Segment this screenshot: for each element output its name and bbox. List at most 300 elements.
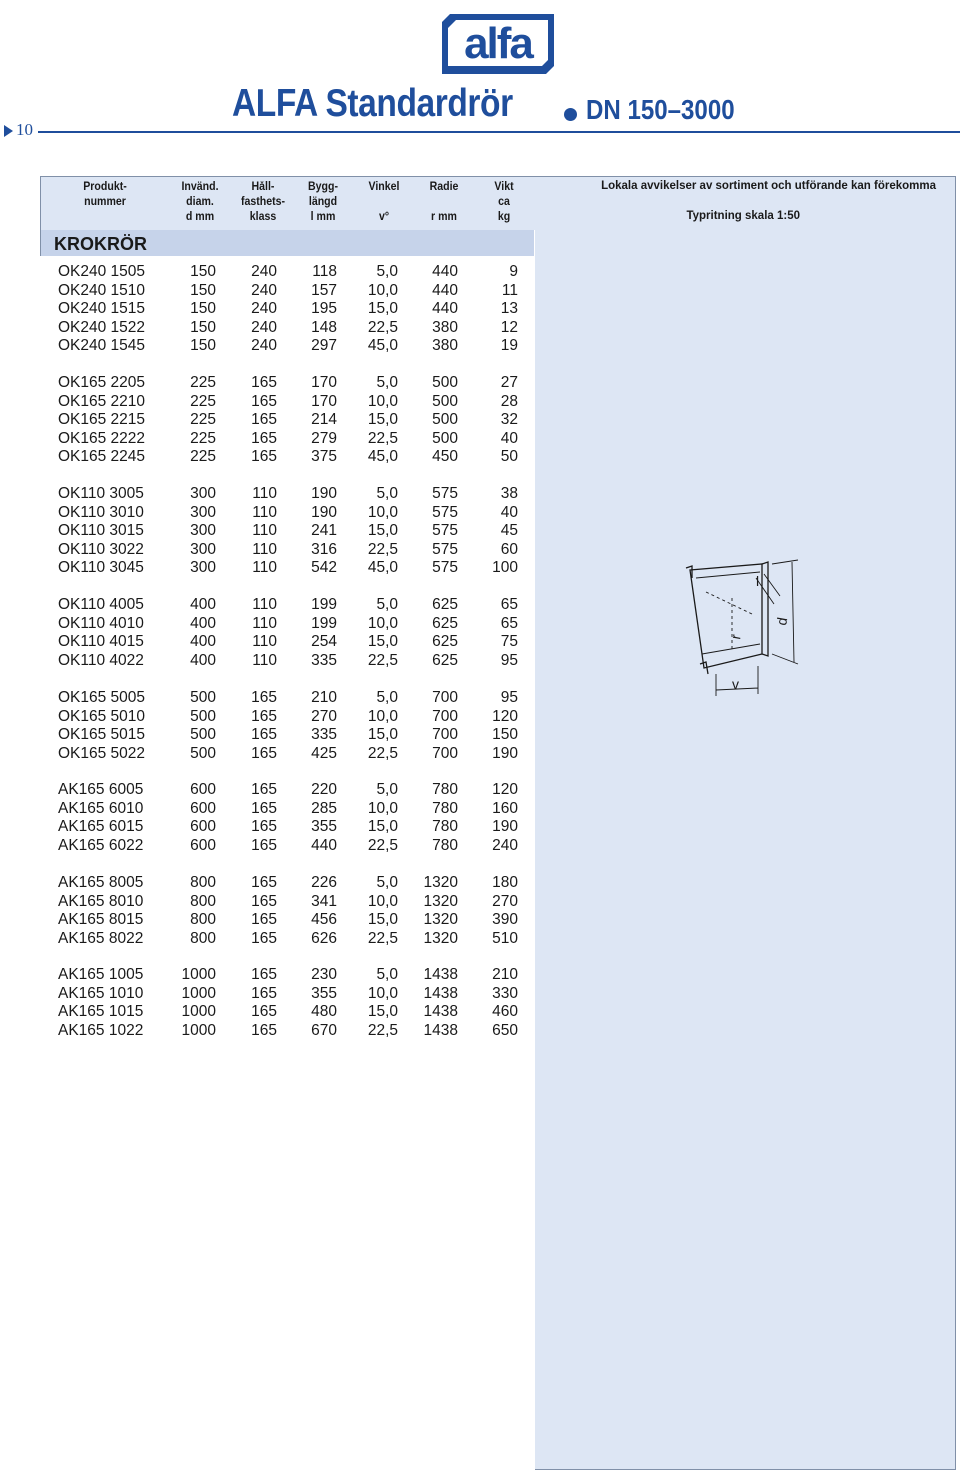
cell-length: 148 xyxy=(311,318,337,336)
cell-strength-class: 110 xyxy=(252,522,277,539)
cell-strength-class: 240 xyxy=(251,337,277,354)
table-row xyxy=(0,781,534,800)
table-row xyxy=(0,1003,534,1022)
cell-angle: 15,0 xyxy=(367,522,398,539)
cell-angle: 22,5 xyxy=(367,1021,398,1039)
cell-radius: 625 xyxy=(432,633,458,650)
cell-angle: 22,5 xyxy=(367,929,398,947)
table-row xyxy=(0,504,534,523)
cell-strength-class: 165 xyxy=(251,892,277,910)
cell-diameter: 400 xyxy=(190,651,216,669)
cell-weight: 190 xyxy=(492,818,518,835)
cell-weight: 65 xyxy=(500,596,518,613)
cell-product-number: OK240 1545 xyxy=(58,337,146,354)
table-row xyxy=(0,726,534,745)
cell-weight: 65 xyxy=(500,614,518,632)
cell-product-number: AK165 8010 xyxy=(58,892,144,910)
cell-strength-class: 165 xyxy=(251,966,277,983)
cell-radius: 575 xyxy=(432,522,458,539)
table-row xyxy=(0,337,534,356)
col-header-angle: Vinkel v° xyxy=(368,181,400,223)
cell-diameter: 150 xyxy=(190,263,216,280)
cell-weight: 40 xyxy=(500,503,518,521)
cell-diameter: 600 xyxy=(190,836,216,854)
cell-length: 279 xyxy=(311,429,337,447)
cell-weight: 190 xyxy=(492,744,518,762)
table-row xyxy=(0,541,534,560)
cell-angle: 5,0 xyxy=(376,374,398,391)
table-row xyxy=(0,559,534,578)
cell-weight: 210 xyxy=(492,966,518,983)
table-row xyxy=(0,800,534,819)
cell-angle: 22,5 xyxy=(367,744,398,762)
cell-diameter: 800 xyxy=(190,892,216,910)
col-header-diameter: Invänd. diam. d mm xyxy=(181,181,219,223)
cell-product-number: AK165 6022 xyxy=(58,836,144,854)
cell-angle: 10,0 xyxy=(367,281,398,299)
cell-product-number: AK165 8015 xyxy=(58,911,144,928)
cell-angle: 15,0 xyxy=(367,633,398,650)
cell-strength-class: 165 xyxy=(251,411,277,428)
cell-length: 195 xyxy=(311,300,337,317)
cell-radius: 440 xyxy=(432,263,458,280)
cell-length: 199 xyxy=(311,614,337,632)
table-row xyxy=(0,633,534,652)
cell-radius: 700 xyxy=(432,726,458,743)
cell-diameter: 800 xyxy=(190,911,216,928)
cell-diameter: 400 xyxy=(190,596,216,613)
cell-radius: 1438 xyxy=(423,1003,458,1020)
cell-angle: 45,0 xyxy=(367,337,398,354)
cell-weight: 12 xyxy=(500,318,518,336)
cell-weight: 28 xyxy=(500,392,518,410)
cell-product-number: AK165 6010 xyxy=(58,799,144,817)
cell-radius: 575 xyxy=(432,485,458,502)
col-header-class: Håll- fasthets- klass xyxy=(240,181,286,223)
cell-weight: 650 xyxy=(492,1021,518,1039)
cell-angle: 15,0 xyxy=(367,911,398,928)
cell-radius: 780 xyxy=(432,836,458,854)
cell-length: 170 xyxy=(311,392,337,410)
cell-diameter: 300 xyxy=(190,540,216,558)
cell-angle: 10,0 xyxy=(367,392,398,410)
cell-angle: 5,0 xyxy=(376,874,398,891)
cell-length: 270 xyxy=(311,707,337,725)
cell-diameter: 300 xyxy=(190,485,216,502)
cell-angle: 22,5 xyxy=(367,836,398,854)
cell-radius: 450 xyxy=(432,448,458,465)
cell-weight: 390 xyxy=(492,911,518,928)
table-row xyxy=(0,911,534,930)
table-row xyxy=(0,448,534,467)
table-row xyxy=(0,930,534,949)
cell-radius: 700 xyxy=(432,744,458,762)
alfa-logo xyxy=(436,8,560,76)
cell-product-number: OK240 1515 xyxy=(58,300,146,317)
table-row xyxy=(0,689,534,708)
cell-radius: 440 xyxy=(432,300,458,317)
cell-length: 241 xyxy=(311,522,337,539)
cell-length: 220 xyxy=(311,781,337,798)
cell-diameter: 1000 xyxy=(181,966,216,983)
cell-diameter: 1000 xyxy=(181,984,216,1002)
column-separator xyxy=(534,230,535,1470)
cell-diameter: 500 xyxy=(190,707,216,725)
cell-length: 214 xyxy=(311,411,337,428)
cell-angle: 10,0 xyxy=(367,503,398,521)
cell-product-number: OK110 3045 xyxy=(58,559,144,576)
cell-weight: 50 xyxy=(500,448,518,465)
cell-product-number: OK165 2205 xyxy=(58,374,146,391)
cell-product-number: OK110 4005 xyxy=(58,596,144,613)
header-rule xyxy=(38,131,960,133)
cell-radius: 1438 xyxy=(423,1021,458,1039)
cell-strength-class: 165 xyxy=(251,781,277,798)
cell-length: 440 xyxy=(311,836,337,854)
cell-product-number: AK165 8022 xyxy=(58,929,144,947)
table-row xyxy=(0,745,534,764)
cell-weight: 240 xyxy=(492,836,518,854)
table-row xyxy=(0,652,534,671)
cell-diameter: 1000 xyxy=(181,1021,216,1039)
cell-strength-class: 110 xyxy=(252,559,277,576)
cell-angle: 10,0 xyxy=(367,799,398,817)
label-r: r xyxy=(727,633,744,641)
cell-diameter: 400 xyxy=(190,633,216,650)
cell-product-number: AK165 6015 xyxy=(58,818,144,835)
cell-weight: 40 xyxy=(500,429,518,447)
svg-text:alfa: alfa xyxy=(464,19,532,68)
cell-angle: 10,0 xyxy=(367,984,398,1002)
cell-product-number: OK165 5005 xyxy=(58,689,146,706)
cell-angle: 5,0 xyxy=(376,689,398,706)
cell-strength-class: 165 xyxy=(251,929,277,947)
cell-diameter: 225 xyxy=(190,374,216,391)
cell-angle: 5,0 xyxy=(376,781,398,798)
cell-diameter: 800 xyxy=(190,874,216,891)
cell-product-number: AK165 8005 xyxy=(58,874,144,891)
cell-product-number: OK110 4022 xyxy=(58,651,144,669)
table-row xyxy=(0,1022,534,1041)
cell-angle: 5,0 xyxy=(376,263,398,280)
cell-strength-class: 110 xyxy=(252,596,277,613)
cell-strength-class: 110 xyxy=(252,503,277,521)
cell-radius: 575 xyxy=(432,559,458,576)
cell-length: 190 xyxy=(311,485,337,502)
cell-product-number: OK165 2245 xyxy=(58,448,146,465)
cell-radius: 575 xyxy=(432,503,458,521)
cell-length: 542 xyxy=(311,559,337,576)
cell-angle: 15,0 xyxy=(367,1003,398,1020)
table-row xyxy=(0,837,534,856)
cell-length: 355 xyxy=(311,984,337,1002)
table-row xyxy=(0,874,534,893)
cell-radius: 1438 xyxy=(423,966,458,983)
deviation-note: Lokala avvikelser av sortiment och utförande kan förekomma xyxy=(601,180,936,192)
cell-angle: 5,0 xyxy=(376,966,398,983)
cell-product-number: AK165 1010 xyxy=(58,984,144,1002)
cell-weight: 13 xyxy=(500,300,518,317)
cell-product-number: OK165 5022 xyxy=(58,744,146,762)
cell-radius: 500 xyxy=(432,392,458,410)
cell-radius: 1320 xyxy=(423,911,458,928)
cell-strength-class: 165 xyxy=(251,911,277,928)
page-title: ALFA Standardrör xyxy=(232,82,513,125)
table-row xyxy=(0,596,534,615)
bend-drawing xyxy=(676,556,816,704)
cell-product-number: OK165 2215 xyxy=(58,411,146,428)
cell-weight: 60 xyxy=(500,540,518,558)
cell-weight: 45 xyxy=(500,522,518,539)
cell-length: 210 xyxy=(311,689,337,706)
cell-length: 670 xyxy=(311,1021,337,1039)
cell-diameter: 600 xyxy=(190,799,216,817)
cell-strength-class: 165 xyxy=(251,392,277,410)
cell-radius: 625 xyxy=(432,596,458,613)
table-row xyxy=(0,411,534,430)
cell-radius: 575 xyxy=(432,540,458,558)
cell-weight: 460 xyxy=(492,1003,518,1020)
label-l: l xyxy=(756,573,760,589)
table-row xyxy=(0,615,534,634)
col-header-length: Bygg- längd l mm xyxy=(308,181,338,223)
cell-weight: 150 xyxy=(492,726,518,743)
cell-angle: 5,0 xyxy=(376,596,398,613)
cell-product-number: AK165 6005 xyxy=(58,781,144,798)
table-row xyxy=(0,818,534,837)
table-row xyxy=(0,282,534,301)
cell-weight: 95 xyxy=(500,689,518,706)
cell-length: 355 xyxy=(311,818,337,835)
col-header-weight: Vikt ca kg xyxy=(494,181,514,223)
cell-weight: 120 xyxy=(492,781,518,798)
cell-strength-class: 110 xyxy=(252,633,277,650)
cell-strength-class: 240 xyxy=(251,281,277,299)
cell-angle: 10,0 xyxy=(367,707,398,725)
cell-weight: 75 xyxy=(500,633,518,650)
cell-length: 190 xyxy=(311,503,337,521)
table-row xyxy=(0,300,534,319)
cell-weight: 100 xyxy=(492,559,518,576)
cell-angle: 22,5 xyxy=(367,429,398,447)
section-title: KROKRÖR xyxy=(54,234,147,254)
cell-product-number: AK165 1022 xyxy=(58,1021,144,1039)
cell-strength-class: 165 xyxy=(251,448,277,465)
cell-angle: 15,0 xyxy=(367,411,398,428)
cell-strength-class: 110 xyxy=(252,651,277,669)
cell-strength-class: 165 xyxy=(251,874,277,891)
cell-diameter: 225 xyxy=(190,429,216,447)
cell-diameter: 225 xyxy=(190,392,216,410)
cell-radius: 780 xyxy=(432,799,458,817)
cell-diameter: 400 xyxy=(190,614,216,632)
cell-length: 230 xyxy=(311,966,337,983)
table-row xyxy=(0,430,534,449)
cell-length: 316 xyxy=(311,540,337,558)
cell-diameter: 225 xyxy=(190,448,216,465)
cell-product-number: OK110 3005 xyxy=(58,485,144,502)
cell-angle: 10,0 xyxy=(367,892,398,910)
cell-angle: 15,0 xyxy=(367,818,398,835)
cell-weight: 180 xyxy=(492,874,518,891)
page-title-group xyxy=(232,82,735,130)
cell-angle: 15,0 xyxy=(367,726,398,743)
cell-length: 425 xyxy=(311,744,337,762)
cell-diameter: 600 xyxy=(190,818,216,835)
cell-diameter: 150 xyxy=(190,318,216,336)
cell-product-number: OK165 5010 xyxy=(58,707,146,725)
cell-radius: 625 xyxy=(432,651,458,669)
cell-diameter: 150 xyxy=(190,281,216,299)
cell-length: 341 xyxy=(311,892,337,910)
cell-angle: 10,0 xyxy=(367,614,398,632)
cell-diameter: 500 xyxy=(190,689,216,706)
cell-weight: 160 xyxy=(492,799,518,817)
cell-strength-class: 165 xyxy=(251,726,277,743)
cell-radius: 500 xyxy=(432,411,458,428)
cell-diameter: 500 xyxy=(190,744,216,762)
cell-radius: 625 xyxy=(432,614,458,632)
cell-length: 297 xyxy=(311,337,337,354)
cell-weight: 270 xyxy=(492,892,518,910)
cell-angle: 22,5 xyxy=(367,651,398,669)
cell-length: 157 xyxy=(311,281,337,299)
cell-radius: 700 xyxy=(432,689,458,706)
cell-diameter: 500 xyxy=(190,726,216,743)
table-row xyxy=(0,522,534,541)
cell-weight: 27 xyxy=(500,374,518,391)
cell-length: 118 xyxy=(312,263,337,280)
cell-length: 335 xyxy=(311,651,337,669)
cell-angle: 15,0 xyxy=(367,300,398,317)
cell-product-number: AK165 1005 xyxy=(58,966,144,983)
cell-product-number: OK240 1522 xyxy=(58,318,146,336)
cell-radius: 1438 xyxy=(423,984,458,1002)
cell-strength-class: 110 xyxy=(252,614,277,632)
cell-strength-class: 165 xyxy=(251,374,277,391)
cell-strength-class: 240 xyxy=(251,300,277,317)
cell-angle: 22,5 xyxy=(367,540,398,558)
table-row xyxy=(0,485,534,504)
cell-radius: 500 xyxy=(432,429,458,447)
cell-strength-class: 165 xyxy=(251,429,277,447)
cell-product-number: OK110 4010 xyxy=(58,614,144,632)
table-row xyxy=(0,319,534,338)
cell-angle: 5,0 xyxy=(376,485,398,502)
cell-length: 170 xyxy=(311,374,337,391)
cell-weight: 510 xyxy=(492,929,518,947)
cell-strength-class: 165 xyxy=(251,1003,277,1020)
cell-diameter: 300 xyxy=(190,522,216,539)
cell-length: 626 xyxy=(311,929,337,947)
cell-strength-class: 165 xyxy=(251,689,277,706)
cell-radius: 780 xyxy=(432,818,458,835)
cell-angle: 45,0 xyxy=(367,448,398,465)
cell-length: 285 xyxy=(311,799,337,817)
table-row xyxy=(0,374,534,393)
table-row xyxy=(0,966,534,985)
page-number: 10 xyxy=(16,120,33,139)
cell-radius: 700 xyxy=(432,707,458,725)
cell-diameter: 300 xyxy=(190,559,216,576)
cell-strength-class: 110 xyxy=(252,540,277,558)
cell-product-number: OK165 2210 xyxy=(58,392,146,410)
cell-strength-class: 165 xyxy=(251,818,277,835)
cell-diameter: 1000 xyxy=(181,1003,216,1020)
cell-length: 199 xyxy=(311,596,337,613)
table-row xyxy=(0,393,534,412)
cell-length: 254 xyxy=(311,633,337,650)
col-header-product: Produkt- nummer xyxy=(83,181,127,208)
cell-radius: 500 xyxy=(432,374,458,391)
cell-radius: 380 xyxy=(432,337,458,354)
cell-diameter: 150 xyxy=(190,300,216,317)
cell-product-number: AK165 1015 xyxy=(58,1003,144,1020)
cell-strength-class: 165 xyxy=(251,1021,277,1039)
cell-weight: 120 xyxy=(492,707,518,725)
table-row xyxy=(0,708,534,727)
cell-product-number: OK110 4015 xyxy=(58,633,144,650)
cell-weight: 95 xyxy=(500,651,518,669)
cell-angle: 45,0 xyxy=(367,559,398,576)
cell-strength-class: 240 xyxy=(251,318,277,336)
cell-diameter: 800 xyxy=(190,929,216,947)
cell-strength-class: 165 xyxy=(251,744,277,762)
cell-diameter: 150 xyxy=(190,337,216,354)
cell-length: 335 xyxy=(311,726,337,743)
cell-radius: 380 xyxy=(432,318,458,336)
cell-product-number: OK165 2222 xyxy=(58,429,146,447)
table-row xyxy=(0,263,534,282)
cell-length: 226 xyxy=(311,874,337,891)
cell-radius: 1320 xyxy=(423,929,458,947)
cell-length: 375 xyxy=(311,448,337,465)
cell-strength-class: 240 xyxy=(251,263,277,280)
cell-strength-class: 165 xyxy=(251,799,277,817)
cell-product-number: OK165 5015 xyxy=(58,726,146,743)
cell-diameter: 300 xyxy=(190,503,216,521)
table-row xyxy=(0,985,534,1004)
cell-diameter: 225 xyxy=(190,411,216,428)
cell-diameter: 600 xyxy=(190,781,216,798)
label-d: d xyxy=(773,616,791,627)
cell-strength-class: 165 xyxy=(251,836,277,854)
scale-note: Typritning skala 1:50 xyxy=(686,210,800,222)
cell-length: 480 xyxy=(311,1003,337,1020)
cell-strength-class: 165 xyxy=(251,984,277,1002)
col-header-radius: Radie r mm xyxy=(429,181,459,223)
page-subtitle: DN 150–3000 xyxy=(586,94,735,125)
cell-weight: 9 xyxy=(509,263,518,280)
cell-product-number: OK110 3022 xyxy=(58,540,144,558)
cell-weight: 32 xyxy=(500,411,518,428)
title-bullet-icon xyxy=(564,108,577,121)
label-v: v xyxy=(732,676,739,692)
cell-radius: 780 xyxy=(432,781,458,798)
cell-radius: 1320 xyxy=(423,874,458,891)
cell-strength-class: 110 xyxy=(252,485,277,502)
cell-weight: 38 xyxy=(500,485,518,502)
cell-radius: 440 xyxy=(432,281,458,299)
page-arrow-icon xyxy=(4,125,13,137)
cell-product-number: OK110 3015 xyxy=(58,522,144,539)
cell-radius: 1320 xyxy=(423,892,458,910)
cell-product-number: OK240 1505 xyxy=(58,263,146,280)
cell-weight: 330 xyxy=(492,984,518,1002)
cell-product-number: OK240 1510 xyxy=(58,281,146,299)
cell-weight: 11 xyxy=(501,281,518,299)
cell-weight: 19 xyxy=(500,337,518,354)
